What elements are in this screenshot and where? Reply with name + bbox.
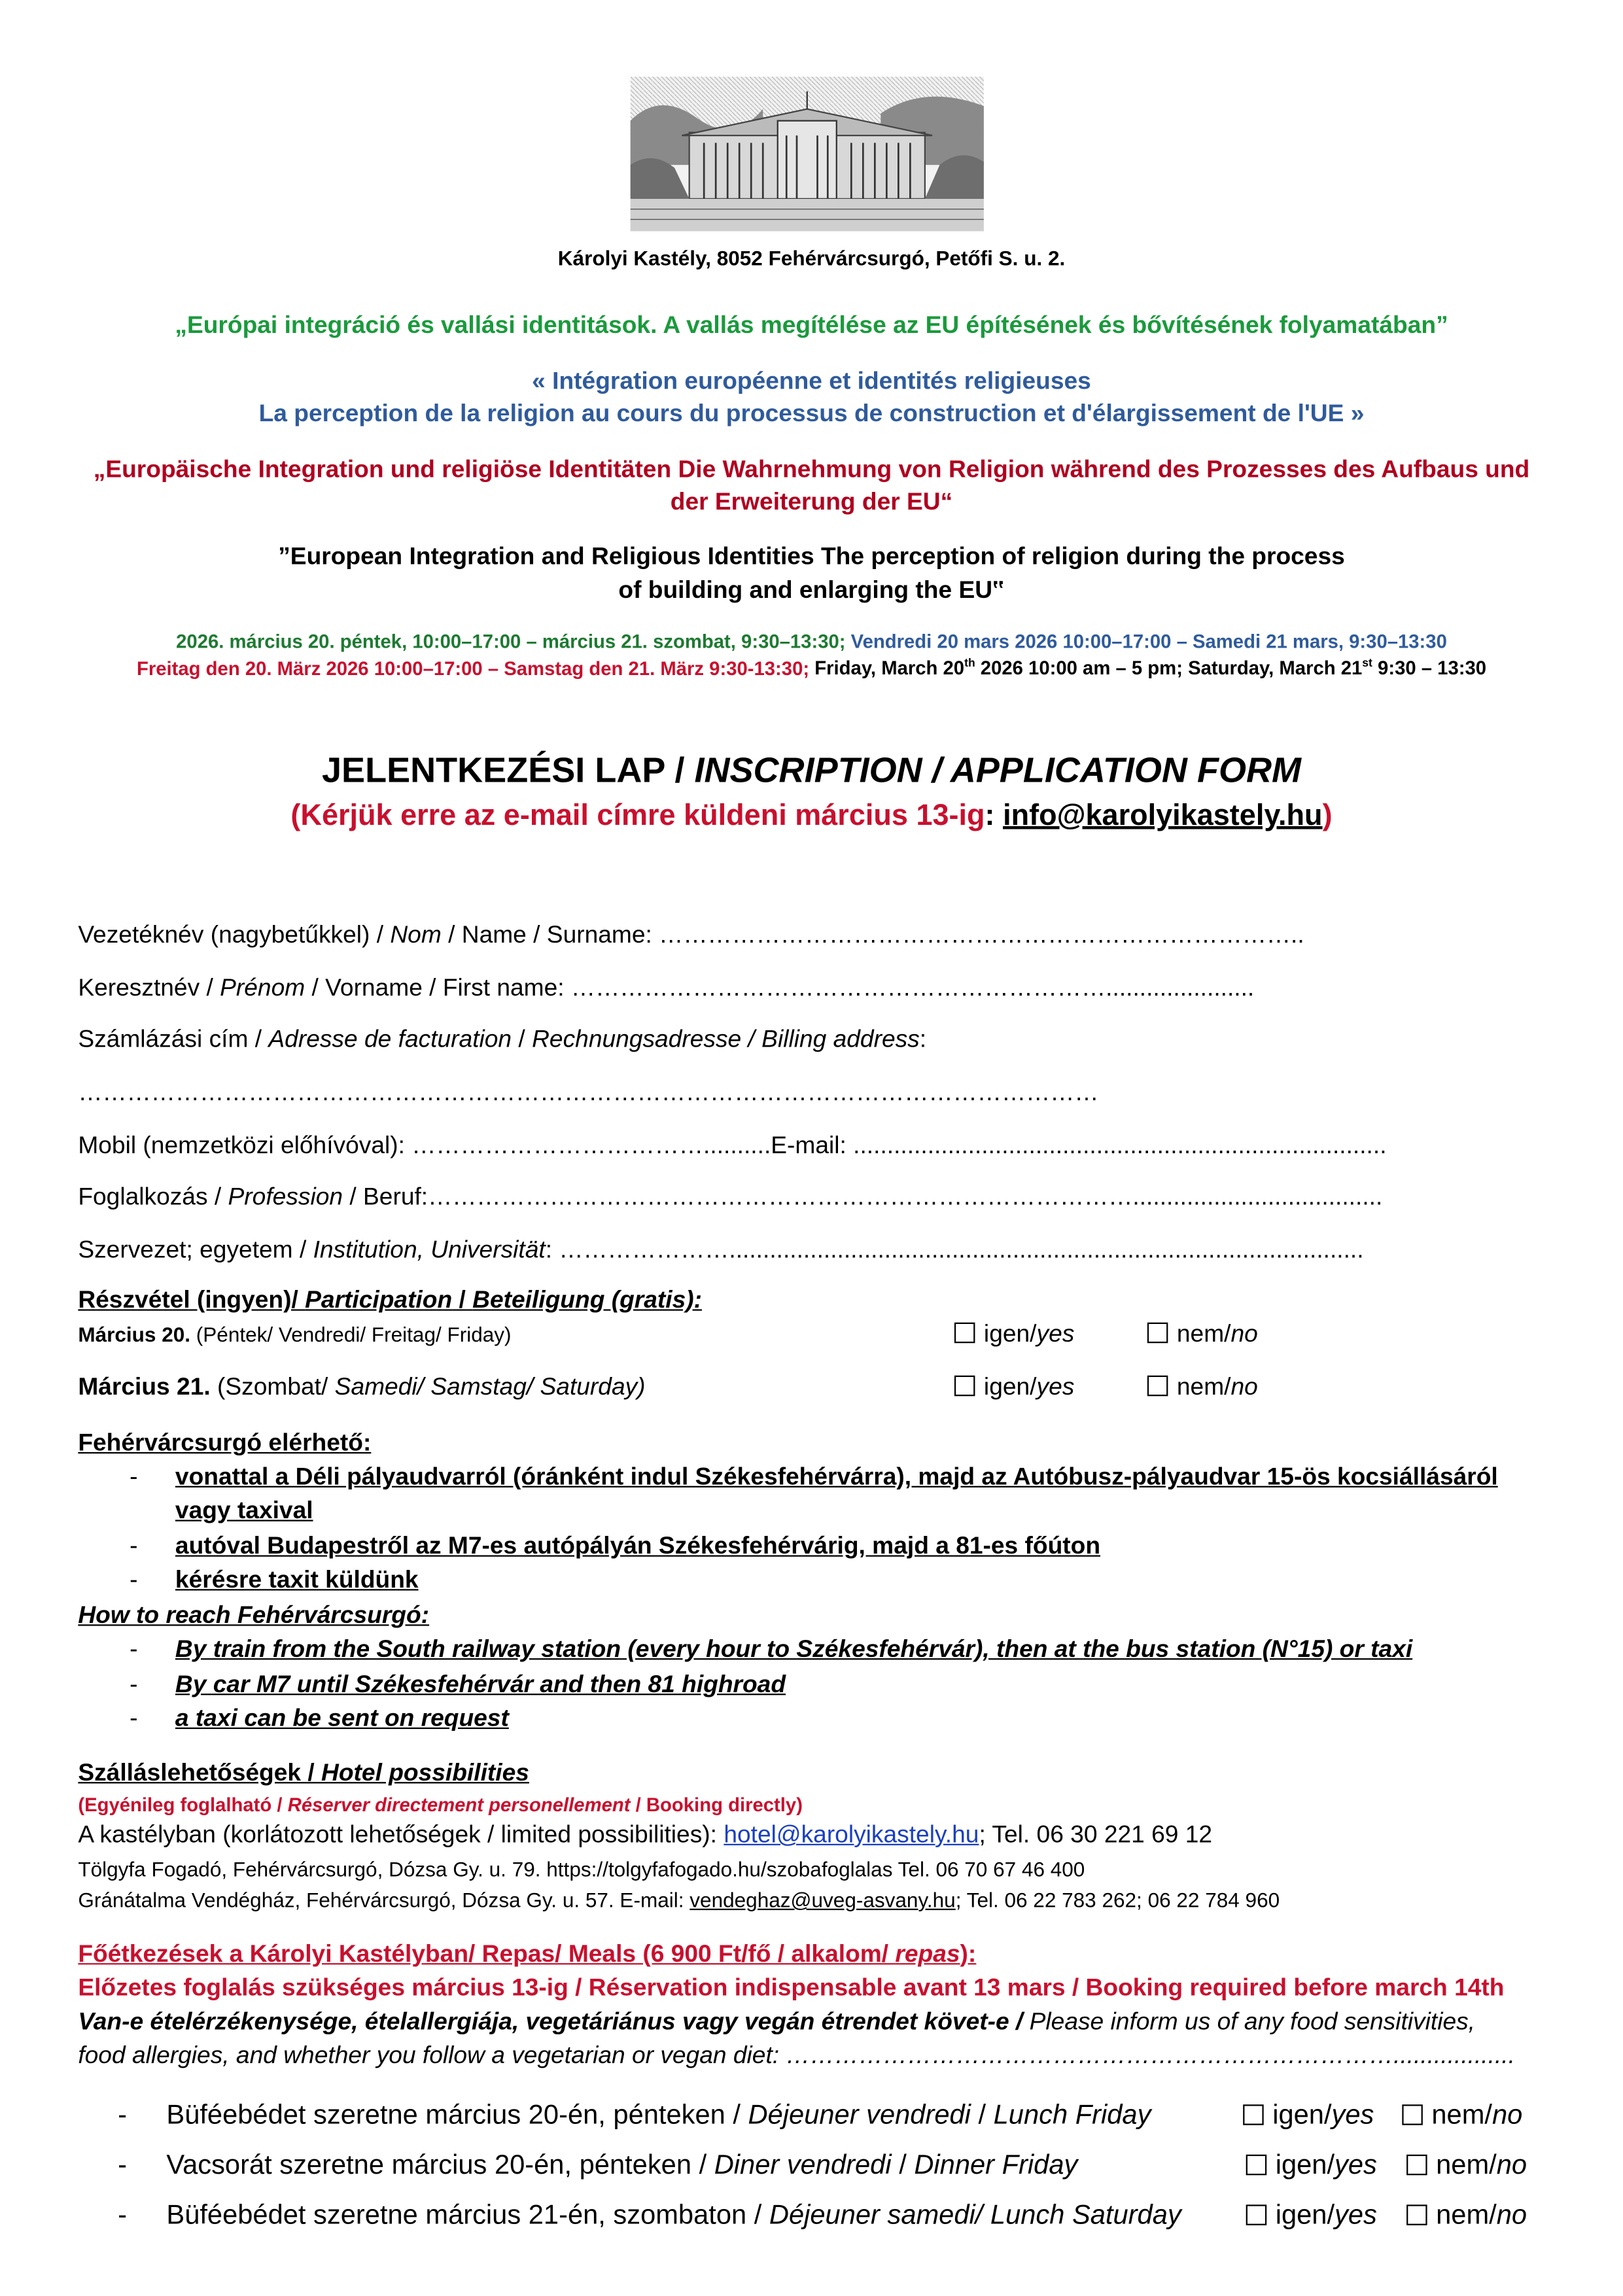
bullet-dash: - <box>118 2098 128 2130</box>
reach-hu-train-cont: vagy taxival <box>175 1497 313 1525</box>
dinner-friday-yes[interactable]: igen/yes <box>1246 2149 1377 2182</box>
day2-no-option[interactable]: nem/no <box>1147 1374 1258 1402</box>
title-french-line1: « Intégration européenne et identités religieuses <box>532 368 1091 395</box>
title-german-line2: der Erweiterung der EU“ <box>670 489 953 515</box>
bullet-dash: - <box>118 2199 128 2230</box>
lunch-friday-yes[interactable]: igen/yes <box>1243 2098 1374 2131</box>
hotel-inn: Tölgyfa Fogadó, Fehérvárcsurgó, Dózsa Gy. u. 79. https://tolgyfafogado.hu/szobafoglalas Tel. 06 70 67 46 400 <box>78 1857 1085 1881</box>
dates-line2 <box>0 657 1623 680</box>
meals-booking-note: Előzetes foglalás szükséges március 13-ig / Réservation indispensable avant 13 mars / Booking required before march 14th <box>78 1975 1505 2002</box>
dates-french: Vendredi 20 mars 2026 10:00–17:00 – Samedi 21 mars, 9:30–13:30 <box>850 630 1447 653</box>
institution-field[interactable]: Szervezet; egyetem / Institution, Universität: ………………….............................................................................................. <box>78 1237 1364 1264</box>
dinner-friday-no[interactable]: nem/no <box>1406 2149 1527 2182</box>
checkbox-icon[interactable] <box>1246 2204 1267 2225</box>
bullet-dash: - <box>130 1463 138 1491</box>
day2-label: Március 21. (Szombat/ Samedi/ Samstag/ Saturday) <box>78 1374 646 1401</box>
day1-no-option[interactable]: nem/no <box>1147 1321 1258 1349</box>
checkbox-icon[interactable] <box>1402 2104 1423 2125</box>
reach-hu-taxi: kérésre taxit küldünk <box>175 1567 419 1594</box>
surname-field[interactable]: Vezetéknév (nagybetűkkel) / Nom / Name / Surname: …………………………………………………………………….. <box>78 922 1304 948</box>
reach-en-car: By car M7 until Székesfehérvár and then 81 highroad <box>175 1671 786 1698</box>
info-email-link[interactable]: info@karolyikastely.hu <box>1003 799 1323 833</box>
title-german-line1: „Europäische Integration und religiöse Identitäten Die Wahrnehmung von Religion während des Prozesses des Aufbaus und <box>93 456 1530 483</box>
billing-address-line[interactable]: ……………………………………………………………………………………………………………… <box>78 1079 1099 1106</box>
hotels-note: (Egyénileg foglalható / Réserver directement personellement / Booking directly) <box>78 1794 803 1816</box>
castle-engraving <box>631 77 984 231</box>
checkbox-icon[interactable] <box>1243 2104 1264 2125</box>
checkbox-icon[interactable] <box>1147 1323 1168 1344</box>
day1-yes-option[interactable]: igen/yes <box>954 1321 1074 1349</box>
lunch-friday-no[interactable]: nem/no <box>1402 2098 1522 2131</box>
hotel-email-link[interactable]: hotel@karolyikastely.hu <box>724 1821 979 1849</box>
guesthouse-email-link[interactable]: vendeghaz@uveg-asvany.hu <box>689 1888 956 1912</box>
diet-question: Van-e ételérzékenysége, ételallergiája, vegetáriánus vagy vegán étrendet követ-e / Please inform us of any food sensitivities, <box>78 2008 1476 2036</box>
checkbox-icon[interactable] <box>954 1323 975 1344</box>
meal-option-dinner-friday: Vacsorát szeretne március 20-én, pénteken / Diner vendredi / Dinner Friday <box>166 2148 1078 2180</box>
venue-address: Károlyi Kastély, 8052 Fehérvárcsurgó, Petőfi S. u. 2. <box>557 245 1066 270</box>
bullet-dash: - <box>130 1671 138 1698</box>
diet-answer-field[interactable]: food allergies, and whether you follow a vegetarian or vegan diet: ………………………………………………………………….................. <box>78 2042 1515 2070</box>
checkbox-icon[interactable] <box>1246 2155 1267 2176</box>
reach-en-taxi: a taxi can be sent on request <box>175 1705 509 1732</box>
dates-german: Freitag den 20. März 2026 10:00–17:00 – Samstag den 21. März 9:30-13:30; <box>136 657 810 680</box>
day2-yes-option[interactable]: igen/yes <box>954 1374 1074 1402</box>
dates-hungarian: 2026. március 20. péntek, 10:00–17:00 – március 21. szombat, 9:30–13:30; <box>176 630 846 653</box>
day1-label: Március 20. (Péntek/ Vendredi/ Freitag/ Friday) <box>78 1322 512 1346</box>
reach-en-heading: How to reach Fehérvárcsurgó: <box>78 1602 430 1629</box>
reach-en-train: By train from the South railway station (every hour to Székesfehérvár), then at the bus station (N°15) or taxi <box>175 1636 1413 1663</box>
reach-hu-car: autóval Budapestről az M7-es autópályán Székesfehérvárig, majd a 81-es főúton <box>175 1533 1101 1560</box>
title-english-line2: of building and enlarging the EU‟ <box>618 577 1005 604</box>
billing-address-field[interactable]: Számlázási cím / Adresse de facturation / Rechnungsadresse / Billing address: <box>78 1026 927 1053</box>
first-name-field[interactable]: Keresztnév / Prénom / Vorname / First name: …………………………………………………………...................... <box>78 975 1255 1001</box>
hotel-castle: A kastélyban (korlátozott lehetőségek / limited possibilities): hotel@karolyikastely.hu; Tel. 06 30 221 69 12 <box>78 1821 1213 1849</box>
hotel-guesthouse: Gránátalma Vendégház, Fehérvárcsurgó, Dózsa Gy. u. 57. E-mail: vendeghaz@uveg-asvany.hu; Tel. 06 22 783 262; 06 22 784 960 <box>78 1888 1280 1912</box>
mobile-email-field[interactable]: Mobil (nemzetközi előhívóval): ………………………………..........E-mail: ............................................................................... <box>78 1132 1387 1159</box>
bullet-dash: - <box>130 1533 138 1560</box>
checkbox-icon[interactable] <box>1406 2155 1427 2176</box>
dates-line1 <box>0 631 1623 653</box>
lunch-saturday-no[interactable]: nem/no <box>1406 2199 1527 2231</box>
title-hungarian: „Európai integráció és vallási identitások. A vallás megítélése az EU építésének és bővítésének folyamatában” <box>175 312 1448 339</box>
title-english-line1: ”European Integration and Religious Identities The perception of religion during the process <box>278 543 1345 570</box>
form-instruction: (Kérjük erre az e-mail címre küldeni március 13-ig: info@karolyikastely.hu) <box>290 799 1333 833</box>
checkbox-icon[interactable] <box>1406 2204 1427 2225</box>
reach-hu-heading: Fehérvárcsurgó elérhető: <box>78 1430 372 1457</box>
form-title: JELENTKEZÉSI LAP / INSCRIPTION / APPLICATION FORM <box>322 751 1302 791</box>
bullet-dash: - <box>130 1705 138 1732</box>
dates-english: Friday, March 20th 2026 10:00 am – 5 pm; Saturday, March 21st 9:30 – 13:30 <box>814 657 1487 680</box>
reach-hu-train: vonattal a Déli pályaudvarról (óránként indul Székesfehérvárra), majd az Autóbusz-pályaudvar 15-ös kocsiállásáról <box>175 1463 1498 1491</box>
checkbox-icon[interactable] <box>954 1376 975 1397</box>
meals-heading: Főétkezések a Károlyi Kastélyban/ Repas/ Meals (6 900 Ft/fő / alkalom/ repas): <box>78 1941 977 1968</box>
participation-heading: Részvétel (ingyen)/ Participation / Beteiligung (gratis): <box>78 1287 703 1314</box>
meal-option-lunch-saturday: Büféebédet szeretne március 21-én, szombaton / Déjeuner samedi/ Lunch Saturday <box>166 2199 1181 2230</box>
title-french-line2: La perception de la religion au cours du processus de construction et d'élargissement de l'UE » <box>258 400 1365 427</box>
bullet-dash: - <box>130 1567 138 1594</box>
checkbox-icon[interactable] <box>1147 1376 1168 1397</box>
profession-field[interactable]: Foglalkozás / Profession / Beruf:……………………………………………………………………………..................................... <box>78 1184 1383 1211</box>
lunch-saturday-yes[interactable]: igen/yes <box>1246 2199 1377 2231</box>
bullet-dash: - <box>130 1636 138 1663</box>
bullet-dash: - <box>118 2148 128 2180</box>
meal-option-lunch-friday: Büféebédet szeretne március 20-én, pénteken / Déjeuner vendredi / Lunch Friday <box>166 2098 1151 2130</box>
hotels-heading: Szálláslehetőségek / Hotel possibilities <box>78 1760 529 1786</box>
